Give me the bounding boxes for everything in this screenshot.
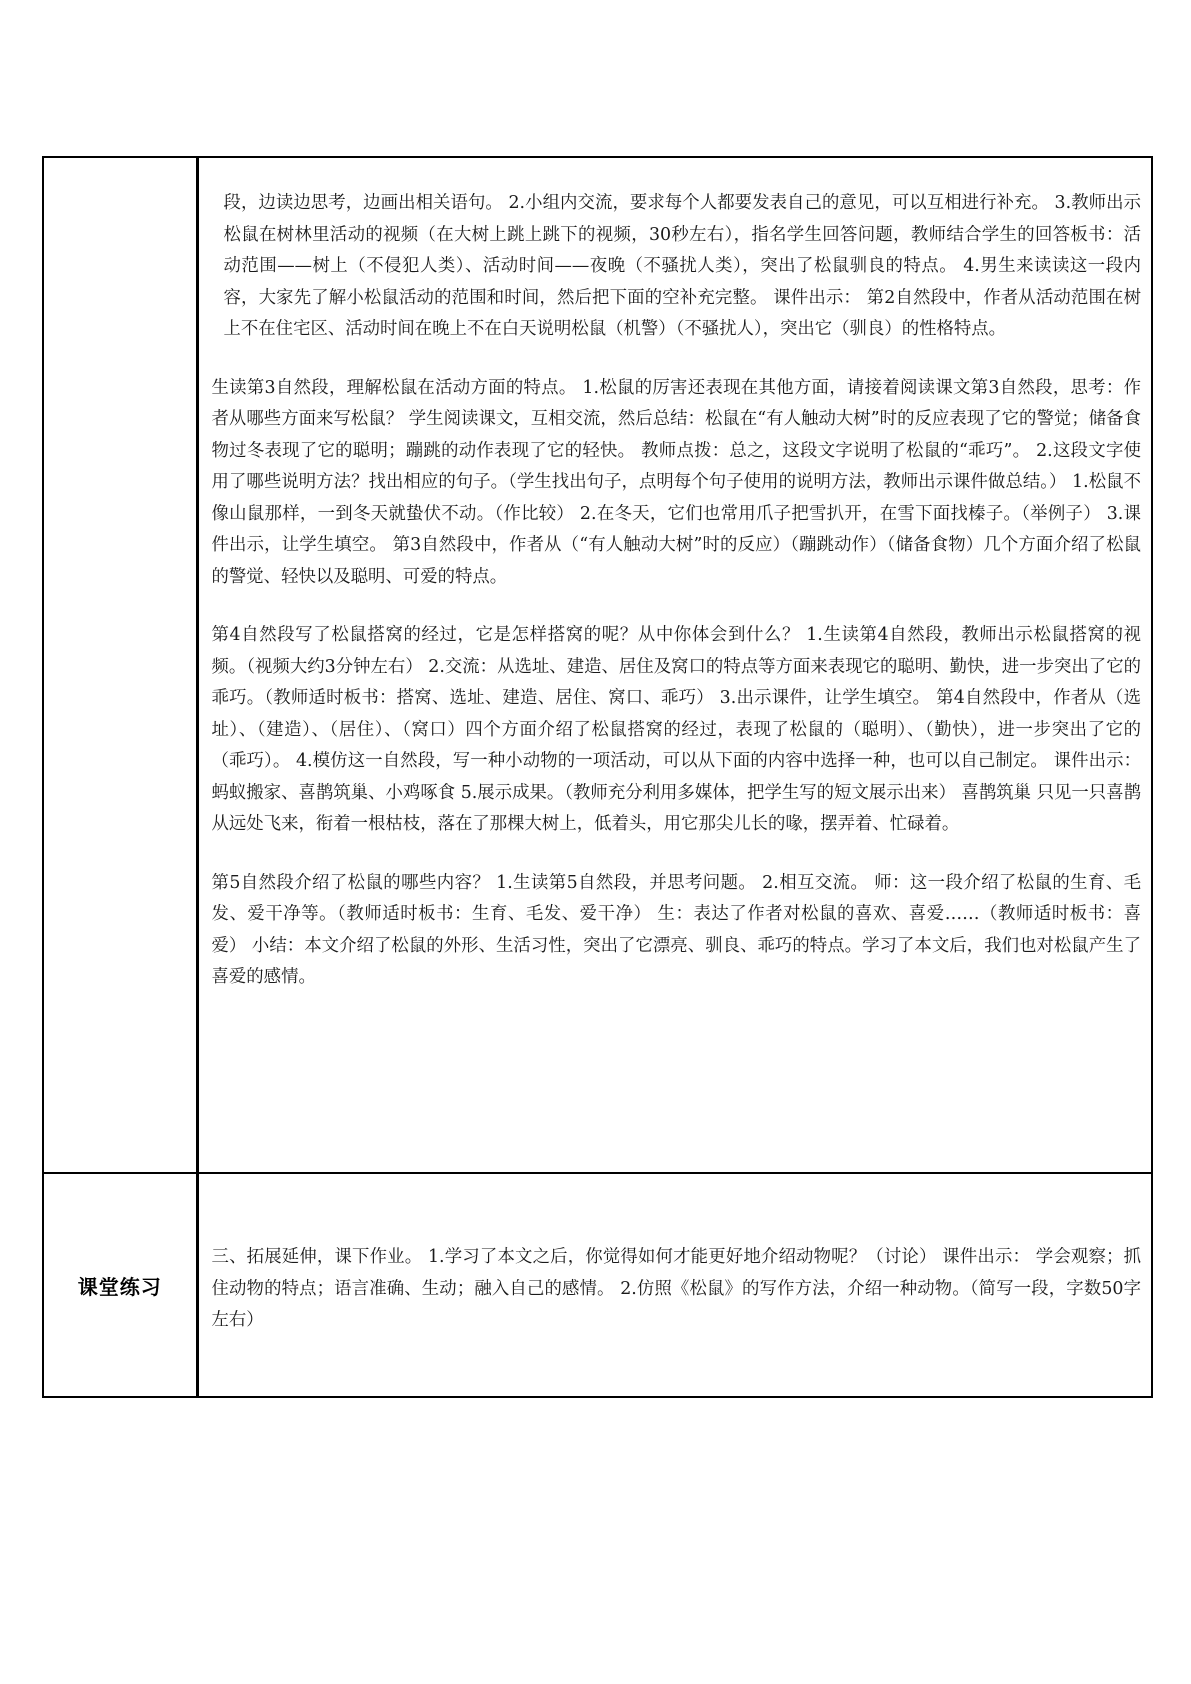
row-content-cell [197, 1173, 1152, 1397]
paragraph-section-2-activities: 段，边读边思考，边画出相关语句。 2.小组内交流，要求每个人都要发表自己的意见，可以互相进行补充。 3.教师出示松鼠在树林里活动的视频（在大树上跳上跳下的视频，30秒左右），指名学生回答问题，教师结合学生的回答板书：活动范围——树上（不侵犯人类）、活动时间——夜晚（不骚扰人类），突出了松鼠驯良的特点。 4.男生来读读这一段内容，大家先了解小松鼠活动的范围和时间，然后把下面的空补充完整。 课件出示： 第2自然段中，作者从活动范围在树上不在住宅区、活动时间在晚上不在白天说明松鼠（机警）（不骚扰人），突出它（驯良）的性格特点。 [223, 193, 1141, 339]
row-label-cell [43, 157, 197, 1173]
row-label-classroom-practice: 课堂练习 [77, 1274, 162, 1299]
paragraph-section-5-summary: 第5自然段介绍了松鼠的哪些内容？ 1.生读第5自然段，并思考问题。 2.相互交流。 师：这一段介绍了松鼠的生育、毛发、爱干净等。（教师适时板书：生育、毛发、爱干净） 生：表达了作者对松鼠的喜欢、喜爱……（教师适时板书：喜爱） 小结：本文介绍了松鼠的外形、生活习性，突出了它漂亮、驯良、乖巧的特点。学习了本文后，我们也对松鼠产生了喜爱的感情。 [211, 872, 1141, 987]
table-row-teaching-process [43, 157, 1152, 1173]
paragraph-section-3-traits: 生读第3自然段，理解松鼠在活动方面的特点。 1.松鼠的厉害还表现在其他方面，请接着阅读课文第3自然段，思考：作者从哪些方面来写松鼠？ 学生阅读课文，互相交流，然后总结：松鼠在“有人触动大树”时的反应表现了它的警觉；储备食物过冬表现了它的聪明；蹦跳的动作表现了它的轻快。 教师点拨：总之，这段文字说明了松鼠的“乖巧”。 2.这段文字使用了哪些说明方法？找出相应的句子。（学生找出句子，点明每个句子使用的说明方法，教师出示课件做总结。） 1.松鼠不像山鼠那样，一到冬天就蛰伏不动。（作比较） 2.在冬天，它们也常用爪子把雪扒开，在雪下面找榛子。（举例子） 3.课件出示，让学生填空。 第3自然段中，作者从（“有人触动大树”时的反应）（蹦跳动作）（储备食物）几个方面介绍了松鼠的警觉、轻快以及聪明、可爱的特点。 [211, 377, 1141, 587]
row-label-cell [43, 1173, 197, 1397]
paragraph-homework: 三、拓展延伸，课下作业。 1.学习了本文之后，你觉得如何才能更好地介绍动物呢？（讨论） 课件出示： 学会观察；抓住动物的特点；语言准确、生动；融入自己的感情。 2.仿照《松鼠》的写作方法，介绍一种动物。（简写一段，字数50字左右） [211, 1247, 1141, 1330]
row-content-cell [197, 157, 1152, 1173]
lesson-plan-table [42, 156, 1153, 1398]
paragraph-section-4-nest: 第4自然段写了松鼠搭窝的经过，它是怎样搭窝的呢？从中你体会到什么？ 1.生读第4自然段，教师出示松鼠搭窝的视频。（视频大约3分钟左右） 2.交流：从选址、建造、居住及窝口的特点等方面来表现它的聪明、勤快，进一步突出了它的乖巧。（教师适时板书：搭窝、选址、建造、居住、窝口、乖巧） 3.出示课件，让学生填空。 第4自然段中，作者从（选址）、（建造）、（居住）、（窝口）四个方面介绍了松鼠搭窝的经过，表现了松鼠的（聪明）、（勤快），进一步突出了它的（乖巧）。 4.模仿这一自然段，写一种小动物的一项活动，可以从下面的内容中选择一种，也可以自己制定。 课件出示： 蚂蚁搬家、喜鹊筑巢、小鸡啄食 5.展示成果。（教师充分利用多媒体，把学生写的短文展示出来） 喜鹊筑巢 只见一只喜鹊从远处飞来，衔着一根枯枝，落在了那棵大树上，低着头，用它那尖儿长的喙，摆弄着、忙碌着。 [211, 625, 1141, 834]
table-row-classroom-practice [43, 1173, 1152, 1397]
